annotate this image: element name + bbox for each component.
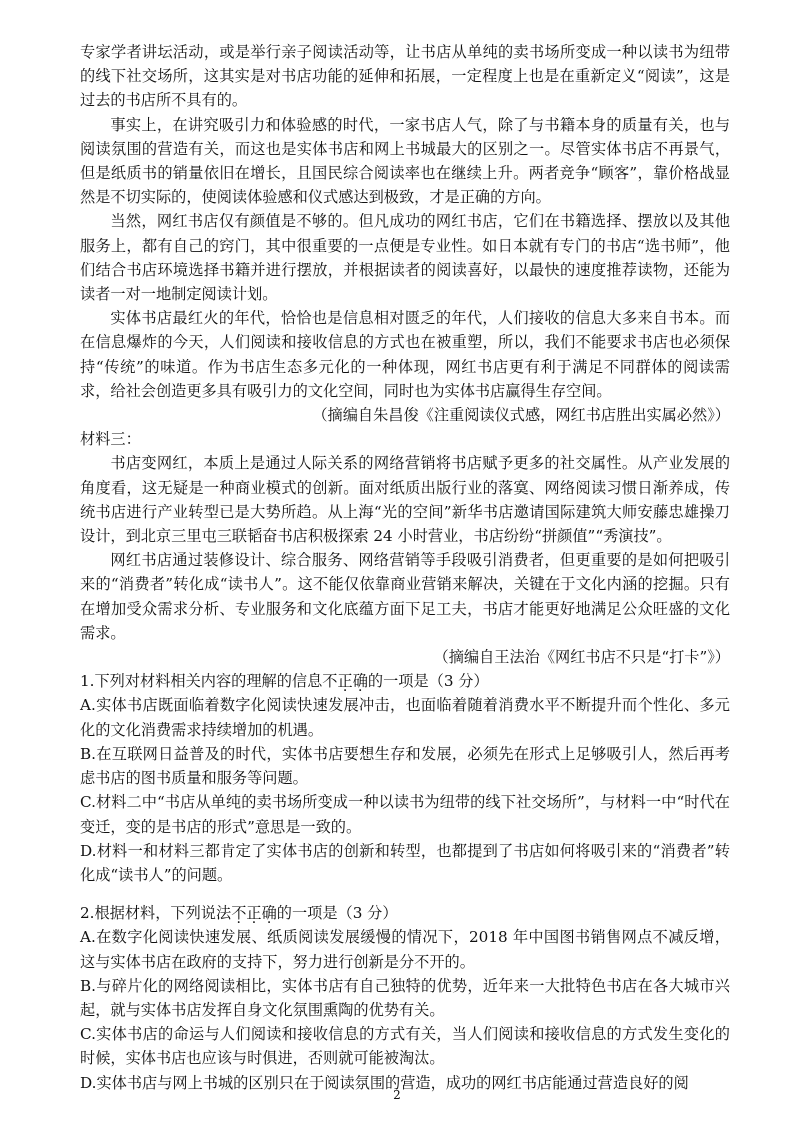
- emphasis-char: 确: [352, 672, 368, 691]
- stem-text: 1.下列对材料相关内容的理解的信息不: [80, 672, 338, 691]
- option-b: B.与碎片化的网络阅读相比，实体书店有自己独特的优势，近年来一大批特色书店在各大城市兴起，就与实体书店发挥自身文化氛围熏陶的优势有关。: [80, 976, 730, 1019]
- paragraph-continued: 专家学者讲坛活动，或是举行亲子阅读活动等，让书店从单纯的卖书场所变成一种以读书为纽带的线下社交场所，这其实是对书店功能的延伸和拓展，一定程度上也是在重新定义“阅读”，这是过去的书店所不具有的。: [80, 43, 730, 110]
- option-d: D.实体书店与网上书城的区别只在于阅读氛围的营造，成功的网红书店能通过营造良好的阅: [80, 1073, 689, 1092]
- source-citation: （摘编自朱昌俊《注重阅读仪式感，网红书店胜出实属必然》）: [312, 406, 730, 425]
- stem-text: 的一项是（3 分）: [276, 904, 398, 923]
- spacer: [80, 887, 730, 901]
- page-number: 2: [393, 1088, 401, 1102]
- question-1-stem: [80, 669, 730, 693]
- question-2-stem: [80, 901, 730, 925]
- emphasis-char: 正: [246, 904, 262, 923]
- paragraph: 事实上，在讲究吸引力和体验感的时代，一家书店人气，除了与书籍本身的质量有关，也与阅读氛围的营造有关，而这也是实体书店和网上书城最大的区别之一。尽管实体书店不再景气，但是纸质书的销量依旧在增长，且国民综合阅读率也在继续上升。两者竞争“顾客”，靠价格战显然是不切实际的，使阅读体验感和仪式感达到极致，才是正确的方向。: [80, 115, 730, 207]
- option-d: D.材料一和材料三都肯定了实体书店的创新和转型，也都提到了书店如何将吸引来的“消费者”转化成“读书人”的问题。: [80, 841, 730, 884]
- paragraph: 网红书店通过装修设计、综合服务、网络营销等手段吸引消费者，但更重要的是如何把吸引来的“消费者”转化成“读书人”。这不能仅依靠商业营销来解决，关键在于文化内涵的挖掘。只有在增加受众需求分析、专业服务和文化底蕴方面下足工夫，书店才能更好地满足公众旺盛的文化需求。: [80, 551, 730, 642]
- option-a: A.实体书店既面临着数字化阅读快速发展冲击，也面临着随着消费水平不断提升而个性化、多元化的文化消费需求持续增加的机遇。: [80, 696, 730, 739]
- emphasis-char: 确: [261, 904, 277, 923]
- material-label: 材料三：: [80, 430, 141, 449]
- stem-text: 的一项是（3 分）: [367, 672, 489, 691]
- paragraph: 书店变网红，本质上是通过人际关系的网络营销将书店赋予更多的社交属性。从产业发展的角度看，这无疑是一种商业模式的创新。面对纸质出版行业的落寞、网络阅读习惯日渐养成，传统书店进行产业转型已是大势所趋。从上海“光的空间”新华书店邀请国际建筑大师安藤忠雄操刀设计，到北京三里屯三联韬奋书店积极探索 24 小时营业，书店纷纷“拼颜值”“秀演技”。: [80, 454, 730, 546]
- option-b: B.在互联网日益普及的时代，实体书店要想生存和发展，必须先在形式上足够吸引人，然后再考虑书店的图书质量和服务等问题。: [80, 744, 730, 788]
- emphasis-char: 不: [231, 904, 247, 923]
- stem-text: 2.根据材料，下列说法: [80, 904, 232, 923]
- document-page: [80, 40, 730, 1095]
- option-a: A.在数字化阅读快速发展、纸质阅读发展缓慢的情况下，2018 年中国图书销售网点不减反增，这与实体书店在政府的支持下，努力进行创新是分不开的。: [80, 928, 730, 971]
- source-citation: （摘编自王法治《网红书店不只是“打卡”》）: [433, 648, 730, 667]
- paragraph: 当然，网红书店仅有颜值是不够的。但凡成功的网红书店，它们在书籍选择、摆放以及其他服务上，都有自己的窍门，其中很重要的一点便是专业性。如日本就有专门的书店“选书师”，他们结合书店环境选择书籍并进行摆放，并根据读者的阅读喜好，以最快的速度推荐读物，还能为读者一对一地制定阅读计划。: [80, 212, 730, 304]
- option-c: C.实体书店的命运与人们阅读和接收信息的方式有关，当人们阅读和接收信息的方式发生变化的时候，实体书店也应该与时俱进，否则就可能被淘汰。: [80, 1025, 730, 1068]
- emphasis-char: 正: [337, 672, 353, 691]
- option-c: C.材料二中“书店从单纯的卖书场所变成一种以读书为纽带的线下社交场所”，与材料一中“时代在变迁，变的是书店的形式”意思是一致的。: [80, 793, 730, 836]
- paragraph: 实体书店最红火的年代，恰恰也是信息相对匮乏的年代，人们接收的信息大多来自书本。而在信息爆炸的今天，人们阅读和接收信息的方式也在被重塑，所以，我们不能要求书店也必须保持“传统”的味道。作为书店生态多元化的一种体现，网红书店更有利于满足不同群体的阅读需求，给社会创造更多具有吸引力的文化空间，同时也为实体书店赢得生存空间。: [80, 309, 730, 400]
